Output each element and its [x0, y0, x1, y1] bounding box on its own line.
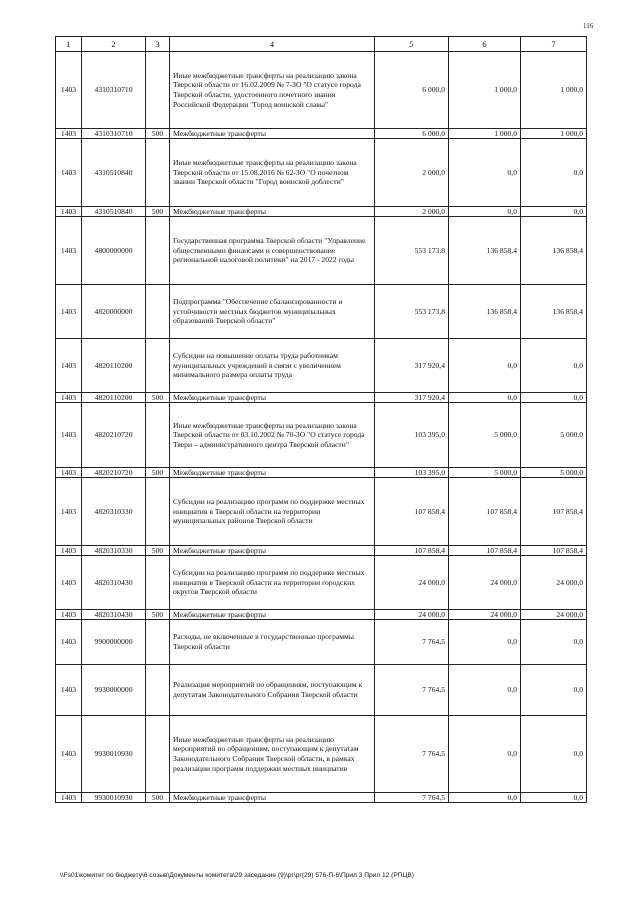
cell-expense-type — [146, 556, 170, 610]
cell-description: Реализация мероприятий по обращениям, поступающим к депутатам Законодательного Собрания Тверской области — [170, 665, 375, 716]
cell-amount-2019: 6 000,0 — [375, 129, 449, 139]
cell-amount-2021: 0,0 — [521, 393, 587, 403]
cell-description: Субсидии на повышение оплаты труда работникам муниципальных учреждений в связи с увеличением минимального размера оплаты труда — [170, 339, 375, 393]
cell-amount-2021: 107 858,4 — [521, 478, 587, 546]
cell-section-code: 1403 — [56, 468, 82, 478]
cell-amount-2019: 317 920,4 — [375, 393, 449, 403]
header-col-6: 6 — [449, 37, 521, 52]
cell-expense-type — [146, 665, 170, 716]
cell-section-code: 1403 — [56, 139, 82, 207]
cell-amount-2021: 24 000,0 — [521, 556, 587, 610]
cell-amount-2020: 107 858,4 — [449, 478, 521, 546]
cell-description: Межбюджетные трансферты — [170, 610, 375, 620]
table-row — [56, 403, 587, 468]
cell-amount-2019: 103 395,0 — [375, 468, 449, 478]
table-row — [56, 139, 587, 207]
cell-amount-2019: 7 764,5 — [375, 793, 449, 803]
cell-description: Межбюджетные трансферты — [170, 393, 375, 403]
cell-amount-2019: 553 173,8 — [375, 217, 449, 285]
cell-amount-2020: 0,0 — [449, 665, 521, 716]
cell-expense-type: 500 — [146, 546, 170, 556]
cell-target-code: 9930010930 — [82, 716, 146, 793]
cell-description: Иные межбюджетные трансферты на реализацию закона Тверской области от 16.02.2009 № 7-ЗО "О статусе города Тверской области, удостоенного почетного звания Российской Федерации "Город воинской славы" — [170, 52, 375, 129]
cell-amount-2019: 553 173,8 — [375, 285, 449, 339]
cell-amount-2020: 0,0 — [449, 620, 521, 665]
footer-path: \\Fs01\комитет по бюджету\6 созыв\Документы комитета\29 заседание (9)\рг\рг(29) 576-П-6\Прил 3 Прил 12 (РПЦВ) — [60, 872, 414, 879]
cell-section-code: 1403 — [56, 716, 82, 793]
page-number: 116 — [583, 22, 594, 30]
cell-amount-2020: 136 858,4 — [449, 217, 521, 285]
cell-amount-2019: 2 000,0 — [375, 207, 449, 217]
cell-section-code: 1403 — [56, 546, 82, 556]
cell-target-code: 4800000000 — [82, 217, 146, 285]
header-col-2: 2 — [82, 37, 146, 52]
cell-target-code: 4310310710 — [82, 129, 146, 139]
cell-description: Субсидии на реализацию программ по поддержке местных инициатив в Тверской области на территории муниципальных районов Тверской области — [170, 478, 375, 546]
cell-amount-2021: 5 000,0 — [521, 468, 587, 478]
cell-expense-type — [146, 139, 170, 207]
cell-section-code: 1403 — [56, 793, 82, 803]
cell-amount-2019: 7 764,5 — [375, 665, 449, 716]
table-row — [56, 129, 587, 139]
cell-expense-type — [146, 716, 170, 793]
cell-description: Межбюджетные трансферты — [170, 207, 375, 217]
cell-amount-2020: 136 858,4 — [449, 285, 521, 339]
table-row — [56, 620, 587, 665]
cell-amount-2020: 5 000,0 — [449, 468, 521, 478]
cell-description: Иные межбюджетные трансферты на реализацию закона Тверской области от 15.08.2016 № 62-ЗО "О почетном звании Тверской области "Город воинской доблести" — [170, 139, 375, 207]
cell-amount-2019: 107 858,4 — [375, 546, 449, 556]
cell-amount-2021: 0,0 — [521, 139, 587, 207]
cell-amount-2021: 136 858,4 — [521, 217, 587, 285]
cell-section-code: 1403 — [56, 403, 82, 468]
cell-amount-2020: 0,0 — [449, 207, 521, 217]
table-row — [56, 217, 587, 285]
cell-target-code: 9930000000 — [82, 665, 146, 716]
cell-expense-type — [146, 620, 170, 665]
cell-expense-type: 500 — [146, 468, 170, 478]
cell-section-code: 1403 — [56, 620, 82, 665]
cell-amount-2019: 2 000,0 — [375, 139, 449, 207]
cell-expense-type — [146, 478, 170, 546]
header-row — [56, 37, 587, 52]
cell-description: Межбюджетные трансферты — [170, 468, 375, 478]
cell-amount-2020: 0,0 — [449, 139, 521, 207]
cell-section-code: 1403 — [56, 478, 82, 546]
table-row — [56, 339, 587, 393]
cell-description: Подпрограмма "Обеспечение сбалансированности и устойчивости местных бюджетов муниципальных образований Тверской области" — [170, 285, 375, 339]
cell-expense-type: 500 — [146, 610, 170, 620]
cell-expense-type — [146, 285, 170, 339]
table-row — [56, 468, 587, 478]
cell-section-code: 1403 — [56, 129, 82, 139]
cell-section-code: 1403 — [56, 207, 82, 217]
cell-amount-2020: 24 000,0 — [449, 556, 521, 610]
cell-amount-2021: 0,0 — [521, 665, 587, 716]
cell-amount-2020: 107 858,4 — [449, 546, 521, 556]
table-row — [56, 610, 587, 620]
cell-amount-2019: 7 764,5 — [375, 620, 449, 665]
cell-target-code: 4820310330 — [82, 546, 146, 556]
cell-description: Расходы, не включенные в государственные программы Тверской области — [170, 620, 375, 665]
cell-expense-type: 500 — [146, 393, 170, 403]
cell-expense-type: 500 — [146, 207, 170, 217]
cell-expense-type: 500 — [146, 793, 170, 803]
cell-description: Межбюджетные трансферты — [170, 546, 375, 556]
cell-amount-2019: 7 764,5 — [375, 716, 449, 793]
table-row — [56, 665, 587, 716]
cell-amount-2019: 317 920,4 — [375, 339, 449, 393]
cell-section-code: 1403 — [56, 339, 82, 393]
header-col-1: 1 — [56, 37, 82, 52]
cell-description: Иные межбюджетные трансферты на реализацию мероприятий по обращениям, поступающим к депутатам Законодательного Собрания Тверской области, в рамках реализации программ поддержки местных инициатив — [170, 716, 375, 793]
cell-section-code: 1403 — [56, 52, 82, 129]
cell-amount-2021: 1 000,0 — [521, 129, 587, 139]
cell-amount-2019: 107 858,4 — [375, 478, 449, 546]
cell-section-code: 1403 — [56, 556, 82, 610]
cell-amount-2019: 6 000,0 — [375, 52, 449, 129]
cell-description: Иные межбюджетные трансферты на реализацию закона Тверской области от 03.10.2002 № 70-ЗО "О статусе города Твери – административного центра Тверской области" — [170, 403, 375, 468]
cell-target-code: 4820310430 — [82, 556, 146, 610]
table-row — [56, 393, 587, 403]
cell-amount-2021: 5 000,0 — [521, 403, 587, 468]
cell-description: Межбюджетные трансферты — [170, 129, 375, 139]
cell-amount-2020: 1 000,0 — [449, 129, 521, 139]
cell-section-code: 1403 — [56, 393, 82, 403]
header-col-3: 3 — [146, 37, 170, 52]
cell-target-code: 4820210720 — [82, 403, 146, 468]
cell-target-code: 4820110200 — [82, 393, 146, 403]
cell-amount-2021: 0,0 — [521, 716, 587, 793]
cell-amount-2021: 107 858,4 — [521, 546, 587, 556]
cell-target-code: 4820110200 — [82, 339, 146, 393]
table-row — [56, 546, 587, 556]
table-row — [56, 716, 587, 793]
table-row — [56, 556, 587, 610]
table-row — [56, 207, 587, 217]
cell-target-code: 9900000000 — [82, 620, 146, 665]
cell-target-code: 4820000000 — [82, 285, 146, 339]
cell-amount-2019: 24 000,0 — [375, 610, 449, 620]
cell-target-code: 4820310330 — [82, 478, 146, 546]
cell-amount-2020: 0,0 — [449, 339, 521, 393]
cell-target-code: 4310510840 — [82, 207, 146, 217]
cell-expense-type — [146, 52, 170, 129]
cell-amount-2020: 0,0 — [449, 793, 521, 803]
cell-target-code: 9930010930 — [82, 793, 146, 803]
cell-description: Государственная программа Тверской области "Управление общественными финансами и совершенствование региональной налоговой политики" на 2017 - 2022 годы — [170, 217, 375, 285]
cell-amount-2021: 0,0 — [521, 207, 587, 217]
table-row — [56, 285, 587, 339]
cell-amount-2021: 0,0 — [521, 620, 587, 665]
cell-amount-2021: 1 000,0 — [521, 52, 587, 129]
header-col-7: 7 — [521, 37, 587, 52]
cell-amount-2019: 103 395,0 — [375, 403, 449, 468]
cell-amount-2020: 24 000,0 — [449, 610, 521, 620]
cell-section-code: 1403 — [56, 665, 82, 716]
cell-amount-2021: 0,0 — [521, 793, 587, 803]
cell-amount-2021: 136 858,4 — [521, 285, 587, 339]
cell-expense-type — [146, 403, 170, 468]
cell-amount-2020: 0,0 — [449, 716, 521, 793]
header-col-4: 4 — [170, 37, 375, 52]
cell-expense-type — [146, 339, 170, 393]
cell-target-code: 4820210720 — [82, 468, 146, 478]
cell-expense-type — [146, 217, 170, 285]
cell-amount-2019: 24 000,0 — [375, 556, 449, 610]
cell-description: Субсидии на реализацию программ по поддержке местных инициатив в Тверской области на территории городских округов Тверской области — [170, 556, 375, 610]
cell-section-code: 1403 — [56, 217, 82, 285]
table-row — [56, 52, 587, 129]
budget-table — [55, 36, 587, 803]
cell-expense-type: 500 — [146, 129, 170, 139]
cell-section-code: 1403 — [56, 610, 82, 620]
table-row — [56, 793, 587, 803]
header-col-5: 5 — [375, 37, 449, 52]
cell-amount-2020: 1 000,0 — [449, 52, 521, 129]
cell-target-code: 4820310430 — [82, 610, 146, 620]
cell-amount-2020: 5 000,0 — [449, 403, 521, 468]
cell-section-code: 1403 — [56, 285, 82, 339]
cell-target-code: 4310510840 — [82, 139, 146, 207]
cell-target-code: 4310310710 — [82, 52, 146, 129]
cell-amount-2021: 0,0 — [521, 339, 587, 393]
table-row — [56, 478, 587, 546]
cell-amount-2021: 24 000,0 — [521, 610, 587, 620]
cell-description: Межбюджетные трансферты — [170, 793, 375, 803]
cell-amount-2020: 0,0 — [449, 393, 521, 403]
